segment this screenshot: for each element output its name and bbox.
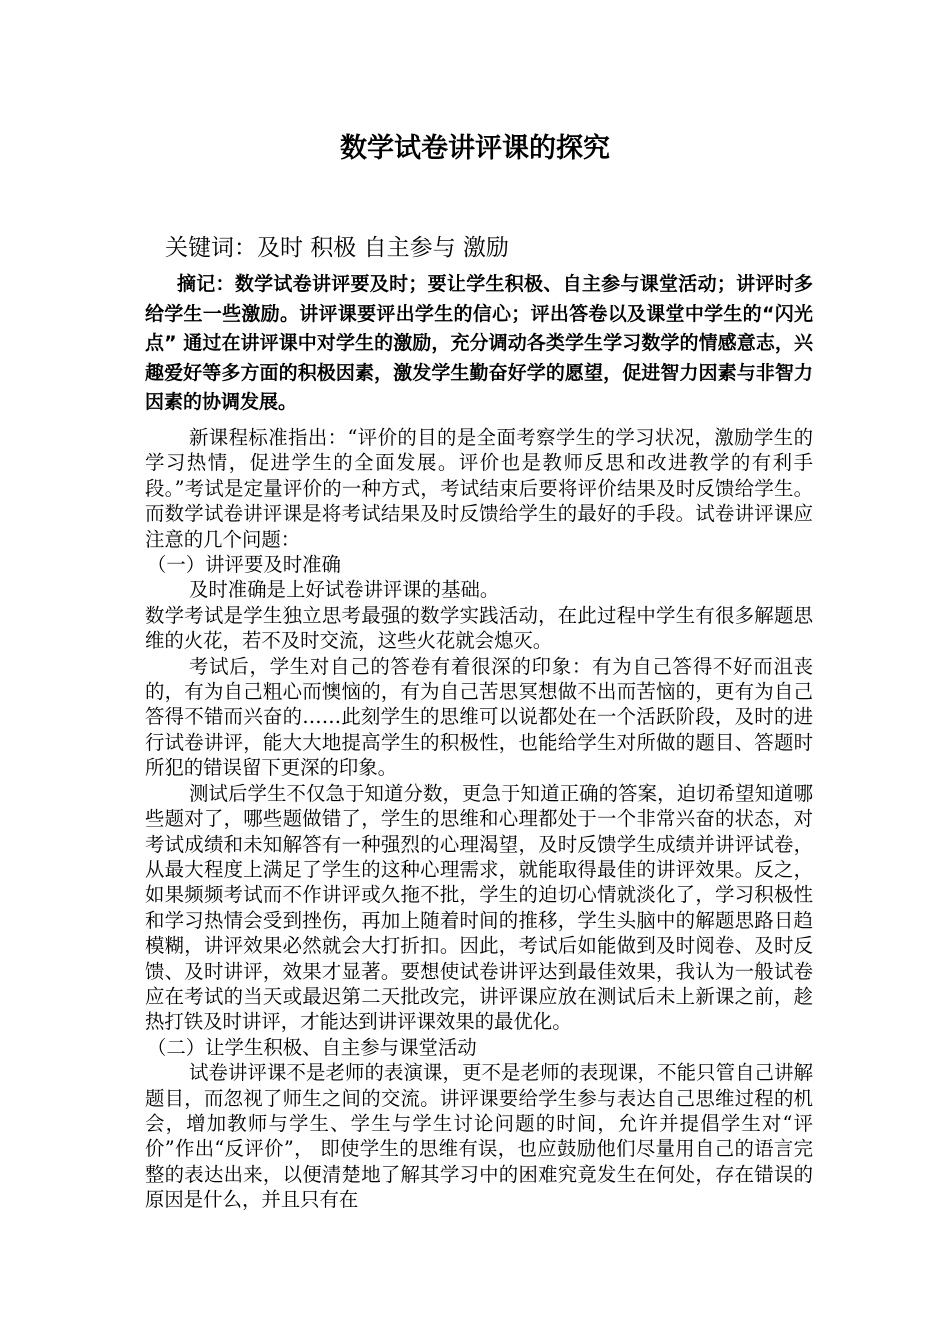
body-paragraph: 及时准确是上好试卷讲评课的基础。 <box>189 578 500 602</box>
keywords-line: 关键词：及时 积极 自主参与 激励 <box>165 235 509 261</box>
body-text <box>145 425 813 1213</box>
body-paragraph: 测试后学生不仅急于知道分数，更急于知道正确的答案，迫切希望知道哪些题对了，哪些题做错了，学生的思维和心理都处于一个非常兴奋的状态，对考试成绩和未知解答有一种强烈的心理渴望，及时反馈学生成绩并讲评试卷，从最大程度上满足了学生的这种心理需求，就能取得最佳的讲评效果。反之，如果频频考试而不作讲评或久拖不批，学生的迫切心情就淡化了，学习积极性和学习热情会受到挫伤，再加上随着时间的推移，学生头脑中的解题思路日趋模糊，讲评效果必然就会大打折扣。因此，考试后如能做到及时阅卷、及时反馈、及时讲评，效果才显著。要想使试卷讲评达到最佳效果，我认为一般试卷应在考试的当天或最迟第二天批改完，讲评课应放在测试后未上新课之前，趁热打铁及时讲评，才能达到讲评课效果的最优化。 <box>145 781 813 1034</box>
abstract-paragraph: 摘记：数学试卷讲评要及时；要让学生积极、自主参与课堂活动；讲评时多给学生一些激励。讲评课要评出学生的信心；评出答卷以及课堂中学生的“闪光点” 通过在讲评课中对学生的激励，充分调动各类学生学习数学的情感意志，兴趣爱好等多方面的积极因素，激发学生勤奋好学的愿望，促进智力因素与非智力因素的协调发展。 <box>145 273 813 413</box>
intro-paragraph: 新课程标准指出：“评价的目的是全面考察学生的学习状况，激励学生的学习热情，促进学生的全面发展。评价也是教师反思和改进教学的有利手段。”考试是定量评价的一种方式，考试结束后要将评价结果及时反馈给学生。 而数学试卷讲评课是将考试结果及时反馈给学生的最好的手段。试卷讲评课应注意的几个问题： <box>145 426 813 551</box>
body-paragraph: 数学考试是学生独立思考最强的数学实践活动，在此过程中学生有很多解题思维的火花，若不及时交流，这些火花就会熄灭。 <box>145 603 813 653</box>
document-title: 数学试卷讲评课的探究 <box>340 133 610 164</box>
section-heading-1: （一）讲评要及时准确 <box>147 553 341 577</box>
body-paragraph: 考试后，学生对自己的答卷有着很深的印象：有为自己答得不好而沮丧的，有为自己粗心而懊恼的，有为自己苦思冥想做不出而苦恼的，更有为自己答得不错而兴奋的……此刻学生的思维可以说都处在一个活跃阶段，及时的进行试卷讲评，能大大地提高学生的积极性，也能给学生对所做的题目、答题时所犯的错误留下更深的印象。 <box>145 654 813 780</box>
body-paragraph: 试卷讲评课不是老师的表演课，更不是老师的表现课，不能只管自己讲解题目，而忽视了师生之间的交流。讲评课要给学生参与表达自己思维过程的机会，增加教师与学生、学生与学生讨论问题的时间，允许并提倡学生对“评价”作出“反评价”， 即使学生的思维有误，也应鼓励他们尽量用自己的语言完整的表达出来，以便清楚地了解其学习中的困难究竟发生在何处，存在错误的原因是什么，并且只有在 <box>145 1061 813 1212</box>
section-heading-2: （二）让学生积极、自主参与课堂活动 <box>147 1035 477 1059</box>
